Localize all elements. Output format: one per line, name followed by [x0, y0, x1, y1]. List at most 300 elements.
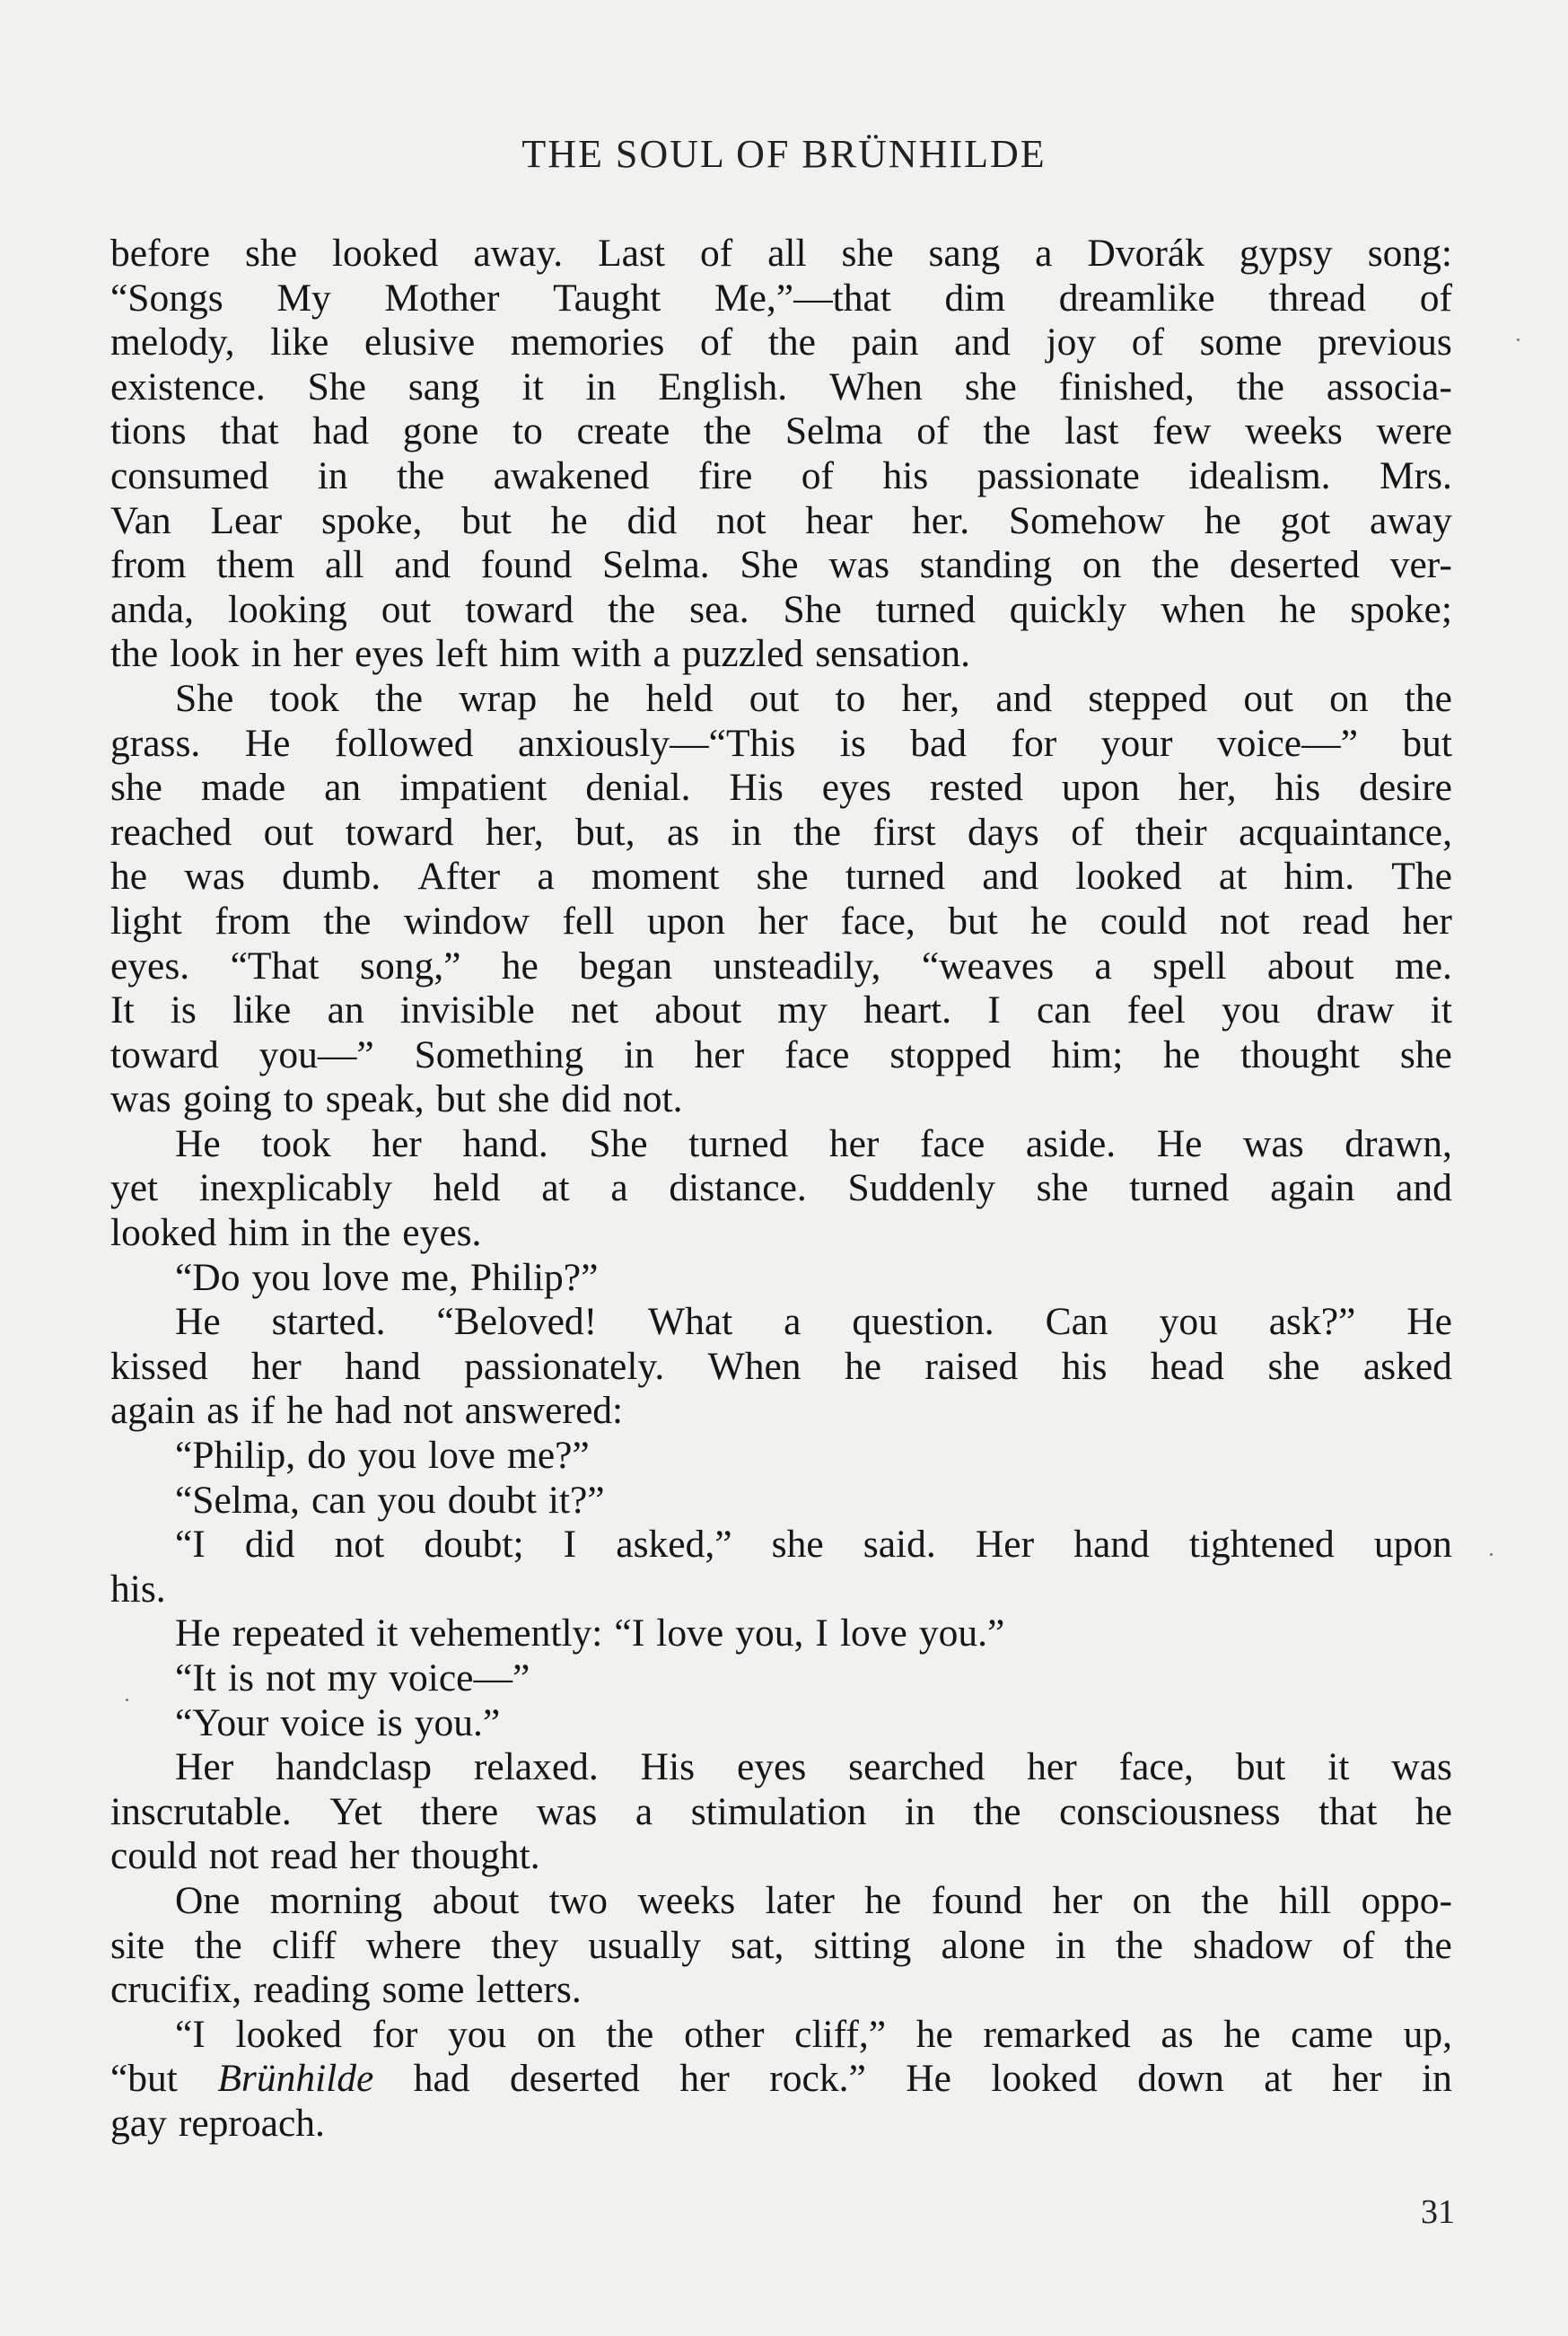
word: the — [397, 453, 445, 497]
word: she — [1036, 1166, 1089, 1210]
word: of — [699, 321, 733, 364]
word: as — [666, 810, 700, 854]
word: asked — [1362, 1344, 1452, 1388]
word: had — [312, 409, 370, 453]
word: found — [480, 543, 573, 587]
word: drawn, — [1345, 1121, 1452, 1165]
text-line — [110, 1790, 1452, 1835]
word: head — [1150, 1344, 1225, 1388]
word: cliff,” — [794, 2012, 887, 2056]
word: letters. — [476, 1968, 582, 2012]
word: melody, — [110, 321, 235, 364]
word: started. — [271, 1300, 386, 1344]
word: spell — [1152, 944, 1227, 988]
word: was — [828, 543, 889, 587]
word: he — [844, 1344, 881, 1388]
word: gone — [402, 409, 479, 453]
word: but — [948, 899, 998, 943]
word: some — [1199, 321, 1283, 364]
word: all — [325, 543, 364, 587]
word: the — [110, 632, 159, 676]
word: deserted — [1230, 543, 1360, 587]
word: I — [815, 1611, 828, 1655]
word: not — [208, 1834, 259, 1878]
word: the — [1201, 1878, 1249, 1922]
word: create — [576, 409, 670, 453]
word: answered: — [464, 1389, 624, 1433]
word: you.” — [918, 1611, 1005, 1655]
word: in — [301, 1211, 332, 1255]
word: out — [1243, 676, 1293, 720]
word: she — [245, 232, 298, 275]
word: associa- — [1326, 364, 1452, 408]
word: wrap — [459, 676, 538, 720]
word: the — [1404, 676, 1452, 720]
word: looked — [991, 2057, 1098, 2101]
word: but — [461, 498, 512, 542]
word: of — [1342, 1923, 1375, 1967]
word: two — [548, 1878, 609, 1922]
word: “but — [110, 2057, 178, 2101]
word: her — [1027, 1745, 1077, 1789]
text-line — [110, 2057, 1452, 2102]
word: is — [170, 988, 197, 1032]
word: made — [200, 766, 286, 810]
text-line — [110, 1479, 1452, 1524]
word: repeated — [232, 1611, 365, 1655]
word: but — [1402, 721, 1452, 765]
word: not — [266, 1656, 316, 1699]
word: again — [110, 1389, 196, 1433]
word: stepped — [1088, 676, 1208, 720]
word: not — [403, 1389, 453, 1433]
word: they — [491, 1923, 559, 1967]
word: her — [1052, 1878, 1103, 1922]
word: out — [381, 587, 432, 631]
word: Mother — [384, 276, 500, 320]
text-line — [110, 1968, 1452, 2013]
word: away — [1370, 498, 1452, 542]
word: in — [585, 364, 617, 408]
word: moment — [591, 855, 720, 899]
word: distance. — [669, 1166, 807, 1210]
word: song,” — [360, 944, 461, 988]
word: I — [563, 1523, 577, 1567]
word: passionately. — [464, 1344, 665, 1388]
word: vehemently: — [409, 1611, 603, 1655]
word: me, — [400, 1255, 459, 1299]
word: going — [182, 1077, 272, 1121]
text-line — [110, 1033, 1452, 1078]
word: took — [269, 676, 339, 720]
word: weeks — [1245, 409, 1343, 453]
word: thought. — [410, 1834, 540, 1878]
word: thought — [1240, 1032, 1360, 1076]
running-head: THE SOUL OF BRÜNHILDE — [521, 132, 1047, 176]
word: you — [1222, 988, 1281, 1032]
word: and — [995, 676, 1053, 720]
text-line — [110, 1389, 1452, 1434]
word: feel — [1126, 988, 1186, 1032]
word: about — [432, 1878, 520, 1922]
word: he — [1030, 899, 1068, 943]
word: cliff — [271, 1923, 337, 1967]
text-line — [110, 677, 1452, 722]
word: an — [324, 766, 362, 810]
word: turned — [845, 855, 946, 899]
word: to — [512, 409, 543, 453]
word: denial. — [585, 766, 691, 810]
word: the — [767, 321, 816, 364]
word: She — [175, 676, 234, 720]
word: Dvorák — [1087, 232, 1204, 275]
word: face, — [1118, 1745, 1194, 1789]
word: English. — [658, 364, 788, 408]
word: a — [635, 1789, 653, 1833]
word: anda, — [110, 587, 194, 631]
word: fell — [562, 899, 615, 943]
text-line — [110, 944, 1452, 989]
word: a — [610, 1166, 628, 1210]
word: last — [1064, 409, 1119, 453]
word: “Beloved! — [436, 1300, 598, 1344]
word: Somehow — [1008, 498, 1165, 542]
word: the — [374, 676, 424, 720]
word: What — [648, 1300, 733, 1344]
word: upon — [1373, 1523, 1452, 1567]
word: inexplicably — [198, 1166, 392, 1210]
word: looked — [235, 2012, 342, 2056]
word: that — [1318, 1789, 1378, 1833]
word: it — [376, 1611, 399, 1655]
word: I — [987, 988, 1001, 1032]
word: He — [906, 2057, 951, 2101]
word: to — [835, 676, 866, 720]
word: was — [184, 855, 245, 899]
word: if — [250, 1389, 276, 1433]
paper-speck — [1517, 338, 1520, 341]
word: Lear — [210, 498, 283, 542]
word: he — [1163, 1032, 1201, 1076]
word: love — [321, 1255, 390, 1299]
word: and — [982, 855, 1039, 899]
word: draw — [1316, 988, 1395, 1032]
word: the — [606, 2012, 654, 2056]
word: She — [740, 543, 799, 587]
word: the — [1236, 364, 1284, 408]
word: and — [394, 543, 451, 587]
word: her — [679, 2057, 730, 2101]
word: His — [640, 1745, 696, 1789]
word: face, — [840, 899, 915, 943]
word: After — [417, 855, 501, 899]
word: as — [206, 1389, 240, 1433]
word: looking — [227, 587, 347, 631]
word: was — [536, 1789, 598, 1833]
text-line — [110, 2102, 1452, 2147]
word: at — [541, 1166, 570, 1210]
text-line — [110, 277, 1452, 321]
word: love — [839, 1611, 907, 1655]
word: in — [317, 453, 348, 497]
word: it?” — [547, 1478, 605, 1522]
word: fire — [697, 453, 753, 497]
word: eyes — [736, 1745, 807, 1789]
word: like — [270, 321, 329, 364]
word: were — [1376, 409, 1452, 453]
word: morning — [269, 1878, 403, 1922]
word: could — [110, 1834, 197, 1878]
word: she — [841, 232, 894, 275]
word: love — [656, 1611, 724, 1655]
word: in — [250, 632, 282, 676]
word: her — [1402, 899, 1452, 943]
word: her, — [1178, 766, 1237, 810]
word: anxiously—“This — [518, 721, 796, 765]
word: quickly — [1009, 587, 1127, 631]
word: “It — [175, 1656, 216, 1699]
word: Suddenly — [847, 1166, 995, 1210]
word: his — [882, 453, 929, 497]
text-line — [110, 1434, 1452, 1479]
word: did — [561, 1077, 611, 1121]
text-line — [110, 988, 1452, 1033]
word: me. — [1394, 944, 1452, 988]
word: deserted — [509, 2057, 640, 2101]
paper-speck — [1490, 1553, 1493, 1556]
word: One — [175, 1878, 241, 1922]
word: stopped — [889, 1032, 1012, 1076]
word: bad — [910, 721, 968, 765]
word: He — [244, 721, 291, 765]
word: “Selma, — [175, 1478, 300, 1522]
text-line — [110, 1656, 1452, 1701]
word: she — [1399, 1032, 1452, 1076]
word: Taught — [553, 276, 661, 320]
word: He — [175, 1300, 221, 1344]
word: from — [110, 543, 187, 587]
word: you—” — [258, 1032, 374, 1076]
word: her — [372, 1121, 422, 1165]
word: hill — [1279, 1878, 1332, 1922]
word: in — [1055, 1923, 1086, 1967]
word: few — [1152, 409, 1212, 453]
word: he — [915, 2012, 953, 2056]
word: down — [1137, 2057, 1224, 2101]
word: yet — [110, 1166, 159, 1210]
word: he — [110, 855, 148, 899]
word: the — [1115, 1923, 1163, 1967]
word: away. — [473, 232, 564, 275]
word: “I — [614, 1611, 645, 1655]
word: stimulation — [690, 1789, 867, 1833]
word: held — [433, 1166, 501, 1210]
word: “That — [230, 944, 320, 988]
word: Her — [175, 1745, 234, 1789]
text-line — [110, 855, 1452, 900]
word: asked,” — [616, 1523, 732, 1567]
word: of — [1131, 321, 1164, 364]
word: Philip?” — [469, 1255, 599, 1299]
text-line — [110, 1745, 1452, 1790]
word: later — [765, 1878, 835, 1922]
word: he — [501, 944, 539, 988]
word: had — [335, 1389, 392, 1433]
word: days — [968, 810, 1039, 854]
word: found — [931, 1878, 1023, 1922]
word: finished, — [1058, 364, 1195, 408]
word: did — [244, 1523, 295, 1567]
word: He — [175, 1611, 221, 1655]
word: she — [964, 364, 1017, 408]
word: him. — [1283, 855, 1355, 899]
word: Last — [598, 232, 665, 275]
word: eyes. — [402, 1211, 482, 1255]
word: question. — [852, 1300, 994, 1344]
word: with — [572, 632, 642, 676]
word: of — [699, 232, 733, 275]
word: face — [784, 1032, 850, 1076]
word: gypsy — [1239, 232, 1333, 275]
word: pain — [851, 321, 919, 364]
word: in — [1422, 2057, 1452, 2101]
word: you — [251, 1255, 311, 1299]
word: rock.” — [769, 2057, 866, 2101]
word: your — [1100, 721, 1173, 765]
word: awakened — [493, 453, 650, 497]
word: the — [343, 1211, 391, 1255]
word: upon — [1061, 766, 1140, 810]
word: standing — [919, 543, 1053, 587]
word: about — [1266, 944, 1354, 988]
word: consciousness — [1059, 1789, 1281, 1833]
word: love — [428, 1434, 495, 1478]
text-line — [110, 1166, 1452, 1211]
word: he — [1223, 2012, 1261, 2056]
word: from — [215, 899, 291, 943]
word: left — [435, 632, 488, 676]
word: him — [499, 632, 561, 676]
word: said. — [863, 1523, 936, 1567]
word: light — [110, 899, 182, 943]
text-line — [110, 321, 1452, 365]
word: song: — [1367, 232, 1452, 275]
word: she — [756, 855, 809, 899]
word: you — [357, 1434, 416, 1478]
word: again — [1270, 1166, 1355, 1210]
word: grass. — [110, 721, 201, 765]
word: all — [767, 232, 807, 275]
word: upon — [646, 899, 725, 943]
word: was — [110, 1077, 171, 1121]
word: is — [376, 1700, 403, 1744]
word: Something — [414, 1032, 584, 1076]
word: oppo- — [1361, 1878, 1452, 1922]
word: face — [919, 1121, 985, 1165]
word: there — [420, 1789, 499, 1833]
word: usually — [588, 1923, 701, 1967]
word: them — [216, 543, 295, 587]
word: speak, — [325, 1077, 425, 1121]
word: the — [1152, 543, 1200, 587]
word: dreamlike — [1058, 276, 1215, 320]
word: weeks — [637, 1878, 736, 1922]
word: he — [550, 498, 588, 542]
word: her — [349, 1834, 399, 1878]
text-line — [110, 232, 1452, 277]
word: a — [537, 855, 555, 899]
word: She — [307, 364, 366, 408]
paper-speck — [126, 1699, 128, 1701]
word: but — [1235, 1745, 1286, 1789]
word: she — [497, 1077, 550, 1121]
word: her — [293, 632, 344, 676]
word: first — [872, 810, 936, 854]
word: tightened — [1188, 1523, 1335, 1567]
word: it — [1327, 1745, 1350, 1789]
word: impatient — [399, 766, 547, 810]
word: to — [283, 1077, 314, 1121]
text-line — [110, 1523, 1452, 1568]
word: had — [413, 2057, 470, 2101]
word: do — [307, 1434, 346, 1478]
word: his. — [110, 1567, 166, 1611]
word: heart. — [863, 988, 951, 1032]
word: other — [684, 2012, 765, 2056]
word: out — [749, 676, 800, 720]
word: sea. — [689, 587, 749, 631]
word: could — [1099, 899, 1187, 943]
word: her — [251, 1344, 302, 1388]
word: consumed — [110, 453, 269, 497]
word: desire — [1359, 766, 1452, 810]
word: He — [1156, 1121, 1203, 1165]
word: her — [758, 899, 808, 943]
word: site — [110, 1923, 165, 1967]
text-line — [110, 454, 1452, 499]
word: an — [327, 988, 364, 1032]
word: sang — [407, 364, 480, 408]
word: memories — [510, 321, 665, 364]
word: shadow — [1193, 1923, 1313, 1967]
body-text — [110, 232, 1452, 2147]
word: My — [276, 276, 331, 320]
word: Selma. — [602, 543, 710, 587]
text-line — [110, 1077, 1452, 1122]
word: but, — [575, 810, 635, 854]
word: hand. — [462, 1121, 548, 1165]
word: “Your — [175, 1700, 269, 1744]
word: hear — [805, 498, 873, 542]
word: on — [1132, 1878, 1172, 1922]
word: in — [905, 1789, 935, 1833]
word: he — [1204, 498, 1241, 542]
word: sat, — [731, 1923, 784, 1967]
word: not — [1219, 899, 1270, 943]
text-line — [110, 365, 1452, 410]
word: at — [1264, 2057, 1292, 2101]
word: she — [1267, 1344, 1320, 1388]
word: elusive — [364, 321, 476, 364]
word: you.” — [414, 1700, 501, 1744]
word: the — [973, 1789, 1021, 1833]
word: It — [110, 988, 135, 1032]
word: passionate — [977, 453, 1140, 497]
text-line — [110, 543, 1452, 588]
word: was — [1391, 1745, 1452, 1789]
word: her — [1332, 2057, 1382, 2101]
word: dim — [944, 276, 1006, 320]
